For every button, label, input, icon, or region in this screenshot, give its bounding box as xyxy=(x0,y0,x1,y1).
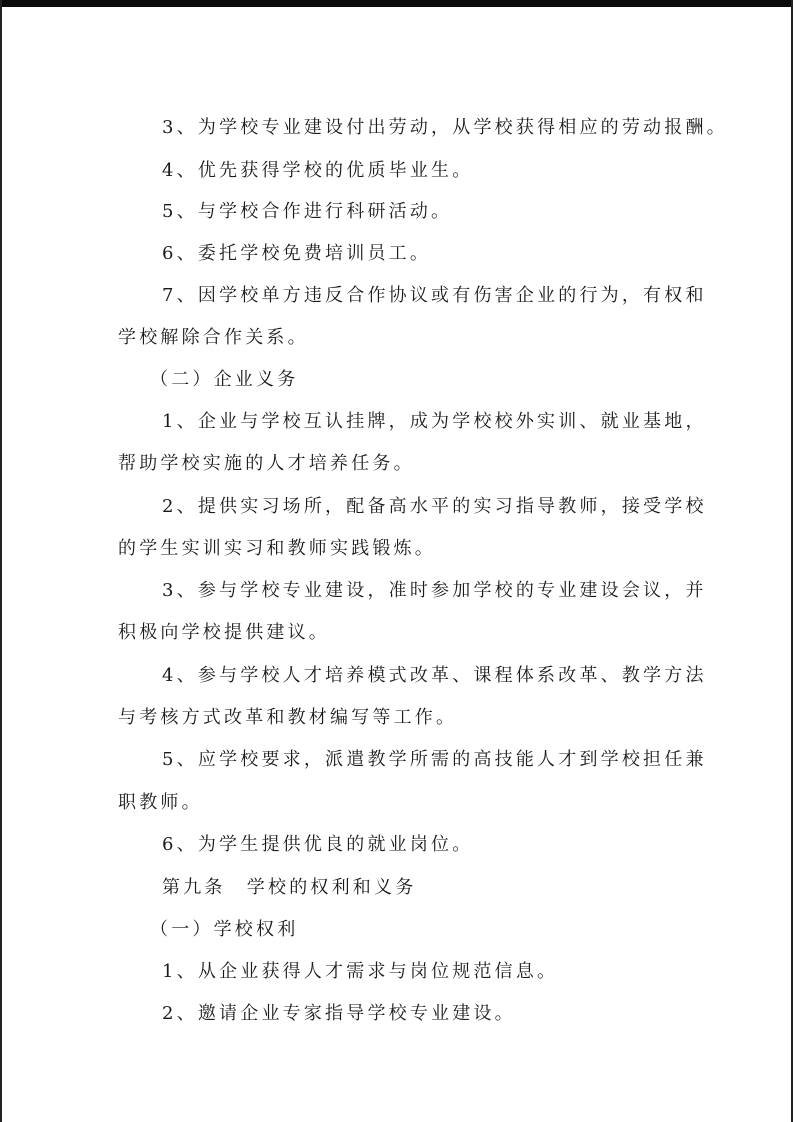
paragraph-line: 1、企业与学校互认挂牌，成为学校校外实训、就业基地， xyxy=(162,411,707,432)
paragraph-line: 2、邀请企业专家指导学校专业建设。 xyxy=(162,1003,516,1024)
paragraph-line: 积极向学校提供建议。 xyxy=(118,622,330,643)
paragraph-line: 5、应学校要求，派遣教学所需的高技能人才到学校担任兼 xyxy=(162,749,707,770)
paragraph-line: 4、参与学校人才培养模式改革、课程体系改革、教学方法 xyxy=(162,665,707,686)
article-heading: 第九条 学校的权利和义务 xyxy=(162,877,417,898)
paragraph-line: 帮助学校实施的人才培养任务。 xyxy=(118,453,415,474)
paragraph-line: 4、优先获得学校的优质毕业生。 xyxy=(162,160,474,181)
paragraph-line: 学校解除合作关系。 xyxy=(118,327,309,348)
paragraph-line: 的学生实训实习和教师实践锻炼。 xyxy=(118,538,436,559)
paragraph-line: 2、提供实习场所，配备高水平的实习指导教师，接受学校 xyxy=(162,496,707,517)
paragraph-line: 1、从企业获得人才需求与岗位规范信息。 xyxy=(162,961,559,982)
paragraph-line: 6、委托学校免费培训员工。 xyxy=(162,243,432,264)
paragraph-line: 职教师。 xyxy=(118,792,203,813)
section-heading: （一）学校权利 xyxy=(150,919,299,940)
paragraph-line: 3、参与学校专业建设，准时参加学校的专业建设会议，并 xyxy=(162,580,707,601)
paragraph-line: 6、为学生提供优良的就业岗位。 xyxy=(162,834,474,855)
paragraph-line: 与考核方式改革和教材编写等工作。 xyxy=(118,707,458,728)
paragraph-line: 3、为学校专业建设付出劳动，从学校获得相应的劳动报酬。 xyxy=(162,117,728,138)
section-heading: （二）企业义务 xyxy=(150,369,299,390)
paragraph-line: 7、因学校单方违反合作协议或有伤害企业的行为，有权和 xyxy=(162,285,707,306)
paragraph-line: 5、与学校合作进行科研活动。 xyxy=(162,201,453,222)
